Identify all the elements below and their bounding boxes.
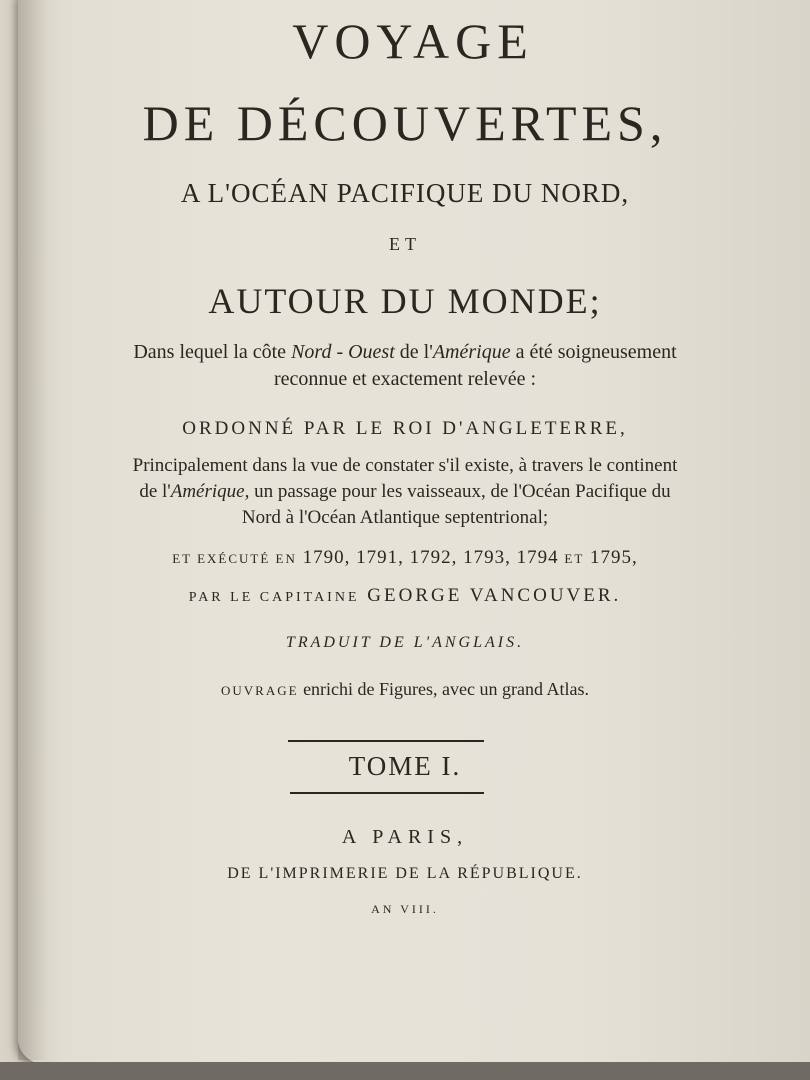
title-voyage: VOYAGE [292,13,534,69]
rule-above-tome [288,740,484,742]
description-line-1: Dans lequel la côte Nord - Ouest de l'Amérique a été soigneusement [133,341,677,363]
purpose-line-2: de l'Amérique, un passage pour les vaisseaux, de l'Océan Pacifique du [139,481,671,502]
date-line: AN VIII. [371,902,439,916]
subtitle-ocean: A L'OCÉAN PACIFIQUE DU NORD, [180,178,630,208]
subtitle-et: ET [389,234,421,254]
volume-label: TOME I. [348,751,462,781]
description-line-2: reconnue et exactement relevée : [273,368,537,390]
subtitle-autour: AUTOUR DU MONDE; [208,281,602,321]
rule-below-tome [290,792,484,794]
printer-line: DE L'IMPRIMERIE DE LA RÉPUBLIQUE. [227,865,583,882]
ouvrage-line: OUVRAGE enrichi de Figures, avec un grand Atlas. [221,679,589,699]
title-decouvertes: DE DÉCOUVERTES, [142,95,668,151]
execution-years: ET EXÉCUTÉ EN 1790, 1791, 1792, 1793, 1794 ET 1795, [172,547,638,568]
place-line: A PARIS, [341,826,469,848]
translated-line: TRADUIT DE L'ANGLAIS. [285,634,525,651]
ordonne-line: ORDONNÉ PAR LE ROI D'ANGLETERRE, [182,418,628,439]
gutter-shadow [18,0,48,1060]
table-surface [0,1062,810,1080]
purpose-line-1: Principalement dans la vue de constater s'il existe, à travers le continent [132,455,678,476]
purpose-line-3: Nord à l'Océan Atlantique septentrional; [241,507,549,528]
author-line: PAR LE CAPITAINE GEORGE VANCOUVER. [188,585,622,606]
